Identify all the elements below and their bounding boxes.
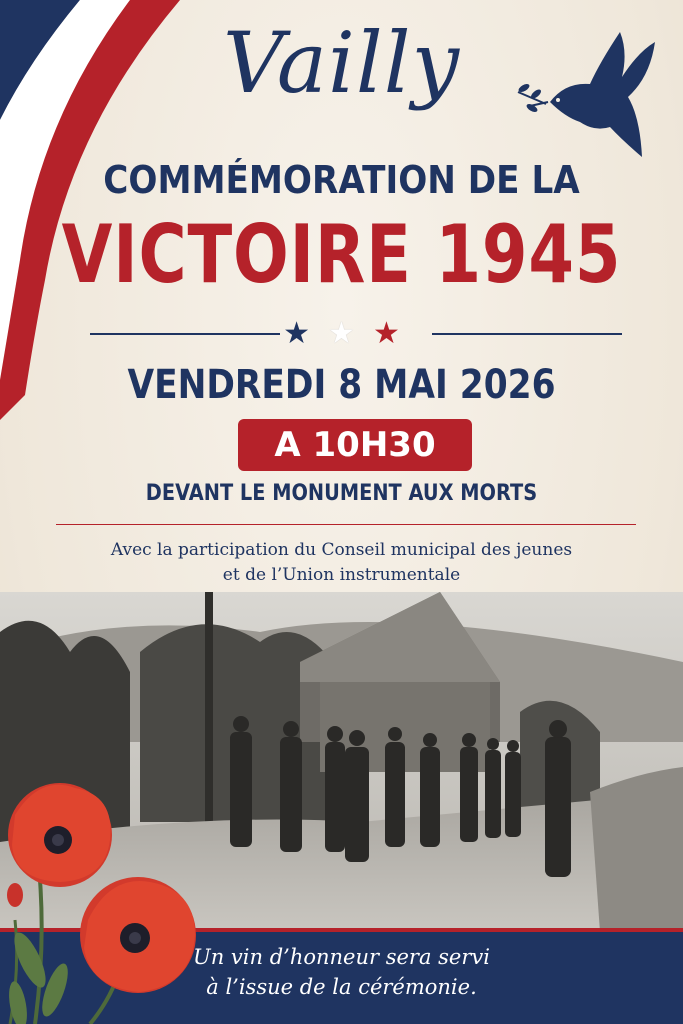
event-time-badge: A 10H30	[238, 419, 472, 471]
dove-icon	[510, 22, 660, 162]
star-icon: ★	[283, 316, 311, 351]
poppy-icon	[0, 770, 210, 1024]
footer-line-1: Un vin d’honneur sera servi	[193, 945, 490, 969]
town-name: Vailly	[222, 14, 461, 112]
participation-text	[0, 538, 683, 588]
star-icon: ★	[372, 316, 400, 351]
star-icon: ★	[328, 316, 355, 351]
heading-line-2: VICTOIRE 1945	[61, 208, 622, 301]
separator-line	[56, 524, 636, 525]
participation-line-1: Avec la participation du Conseil municipal des jeunes	[110, 540, 573, 560]
event-location: DEVANT LE MONUMENT AUX MORTS	[145, 481, 538, 506]
heading-line-1: COMMÉMORATION DE LA	[103, 158, 580, 202]
footer-line-2: à l’issue de la cérémonie.	[206, 975, 477, 999]
participation-line-2: et de l’Union instrumentale	[222, 565, 461, 585]
stars-row	[0, 316, 683, 351]
event-date: VENDREDI 8 MAI 2026	[127, 362, 556, 408]
